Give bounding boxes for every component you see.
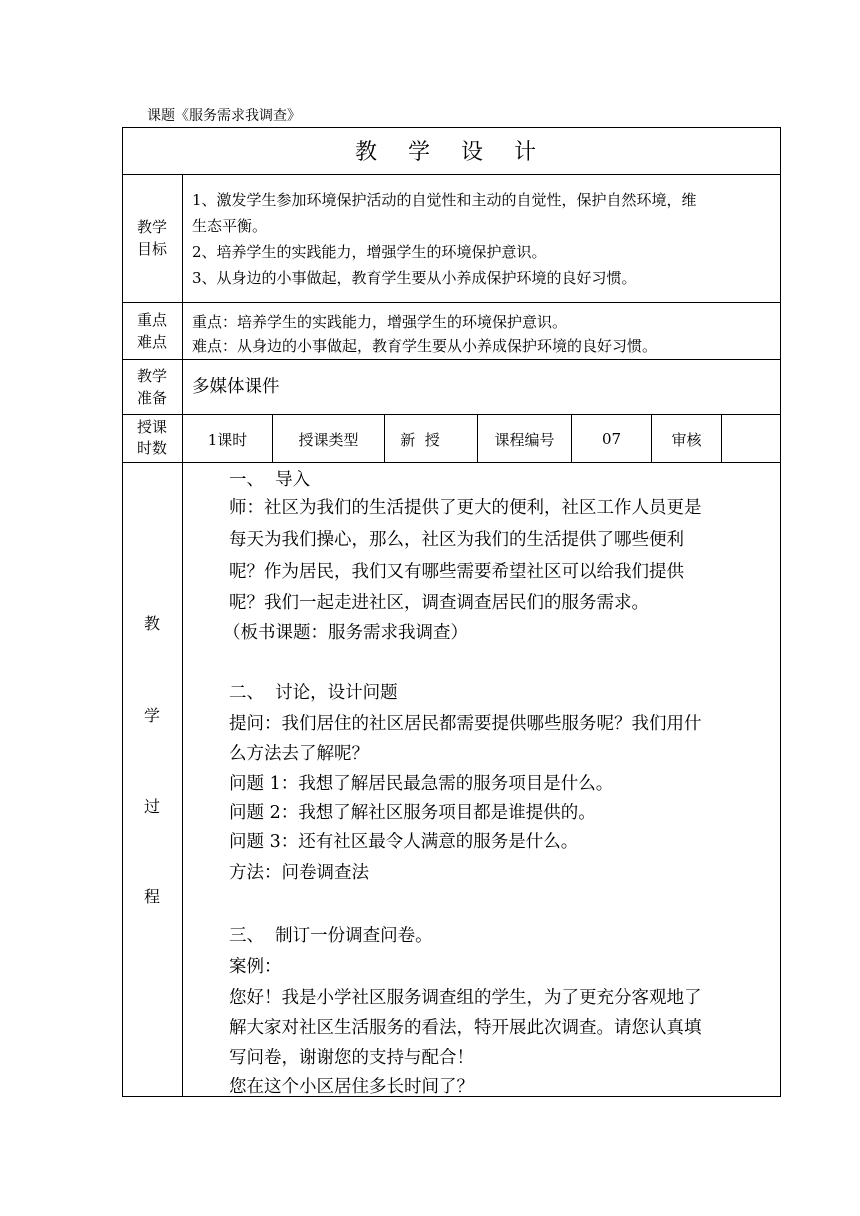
process-line: 案例： xyxy=(229,957,282,977)
hours-value: 1课时 xyxy=(207,430,248,449)
process-line: 师：社区为我们的生活提供了更大的便利，社区工作人员更是 xyxy=(229,498,702,518)
objective-line: 生态平衡。 xyxy=(192,217,268,235)
course-title: 课题《服务需求我调查》 xyxy=(147,108,301,124)
label-column-divider xyxy=(182,174,183,1097)
label-line: 目标 xyxy=(136,240,167,258)
key-points-label xyxy=(122,309,182,353)
process-line: 问题 2：我想了解社区服务项目都是谁提供的。 xyxy=(229,803,596,823)
row-divider xyxy=(122,359,781,360)
lesson-design-table xyxy=(122,127,781,1097)
process-label-char: 过 xyxy=(143,797,160,816)
process-line: 问题 3：还有社区最令人满意的服务是什么。 xyxy=(229,832,579,852)
process-line: 一、 导入 xyxy=(229,470,311,490)
process-line: 问题 1：我想了解居民最急需的服务项目是什么。 xyxy=(229,774,614,794)
row-divider xyxy=(122,462,781,463)
process-label-char: 学 xyxy=(143,706,160,725)
key-point-line: 重点：培养学生的实践能力，增强学生的环境保护意识。 xyxy=(192,313,568,331)
objective-line: 1、激发学生参加环境保护活动的自觉性和主动的自觉性，保护自然环境，维 xyxy=(192,191,697,209)
label-line: 教学 xyxy=(136,218,167,236)
process-line: 每天为我们操心，那么，社区为我们的生活提供了哪些便利 xyxy=(229,530,684,550)
process-line: 呢？作为居民，我们又有哪些需要希望社区可以给我们提供 xyxy=(229,562,684,582)
process-line: 您在这个小区居住多长时间了？ xyxy=(229,1077,474,1097)
table-title: 教 学 设 计 xyxy=(355,140,548,165)
lesson-type-value: 新 授 xyxy=(400,430,440,449)
objective-line: 2、培养学生的实践能力，增强学生的环境保护意识。 xyxy=(192,243,547,261)
process-line: （板书课题：服务需求我调查） xyxy=(223,623,468,643)
label-line: 重点 xyxy=(136,311,167,329)
key-point-line: 难点：从身边的小事做起，教育学生要从小养成保护环境的良好习惯。 xyxy=(192,337,658,355)
label-line: 难点 xyxy=(136,333,167,351)
process-line: 解大家对社区生活服务的看法，特开展此次调查。请您认真填 xyxy=(229,1018,702,1038)
course-code-label: 课程编号 xyxy=(494,430,555,449)
review-label: 审核 xyxy=(671,430,702,449)
preparation-label xyxy=(122,365,182,409)
process-line: 三、 制订一份调查问卷。 xyxy=(229,926,433,946)
row-divider xyxy=(122,174,781,175)
process-line: 写问卷，谢谢您的支持与配合！ xyxy=(229,1048,474,1068)
process-label-char: 程 xyxy=(143,887,160,906)
table-border-right xyxy=(780,127,781,1097)
label-line: 准备 xyxy=(136,389,167,407)
label-line: 教学 xyxy=(136,367,167,385)
process-line: 么方法去了解呢？ xyxy=(229,744,369,764)
row-divider xyxy=(122,414,781,415)
lesson-type-label: 授课类型 xyxy=(298,430,359,449)
process-line: 方法：问卷调查法 xyxy=(229,863,369,883)
process-line: 提问：我们居住的社区居民都需要提供哪些服务呢？我们用什 xyxy=(229,714,702,734)
process-line: 二、 讨论，设计问题 xyxy=(229,683,398,703)
label-line: 授课 xyxy=(136,418,167,436)
label-line: 时数 xyxy=(136,439,167,457)
process-line: 您好！我是小学社区服务调查组的学生，为了更充分客观地了 xyxy=(229,988,702,1008)
process-line: 呢？我们一起走进社区，调查调查居民们的服务需求。 xyxy=(229,593,649,613)
objectives-label xyxy=(122,216,182,260)
preparation-value: 多媒体课件 xyxy=(192,377,280,397)
objective-line: 3、从身边的小事做起，教育学生要从小养成保护环境的良好习惯。 xyxy=(192,269,637,287)
hours-label xyxy=(122,417,182,459)
process-label-char: 教 xyxy=(143,614,160,633)
course-code-value: 07 xyxy=(601,430,622,448)
row-divider xyxy=(122,302,781,303)
review-value xyxy=(722,419,780,459)
